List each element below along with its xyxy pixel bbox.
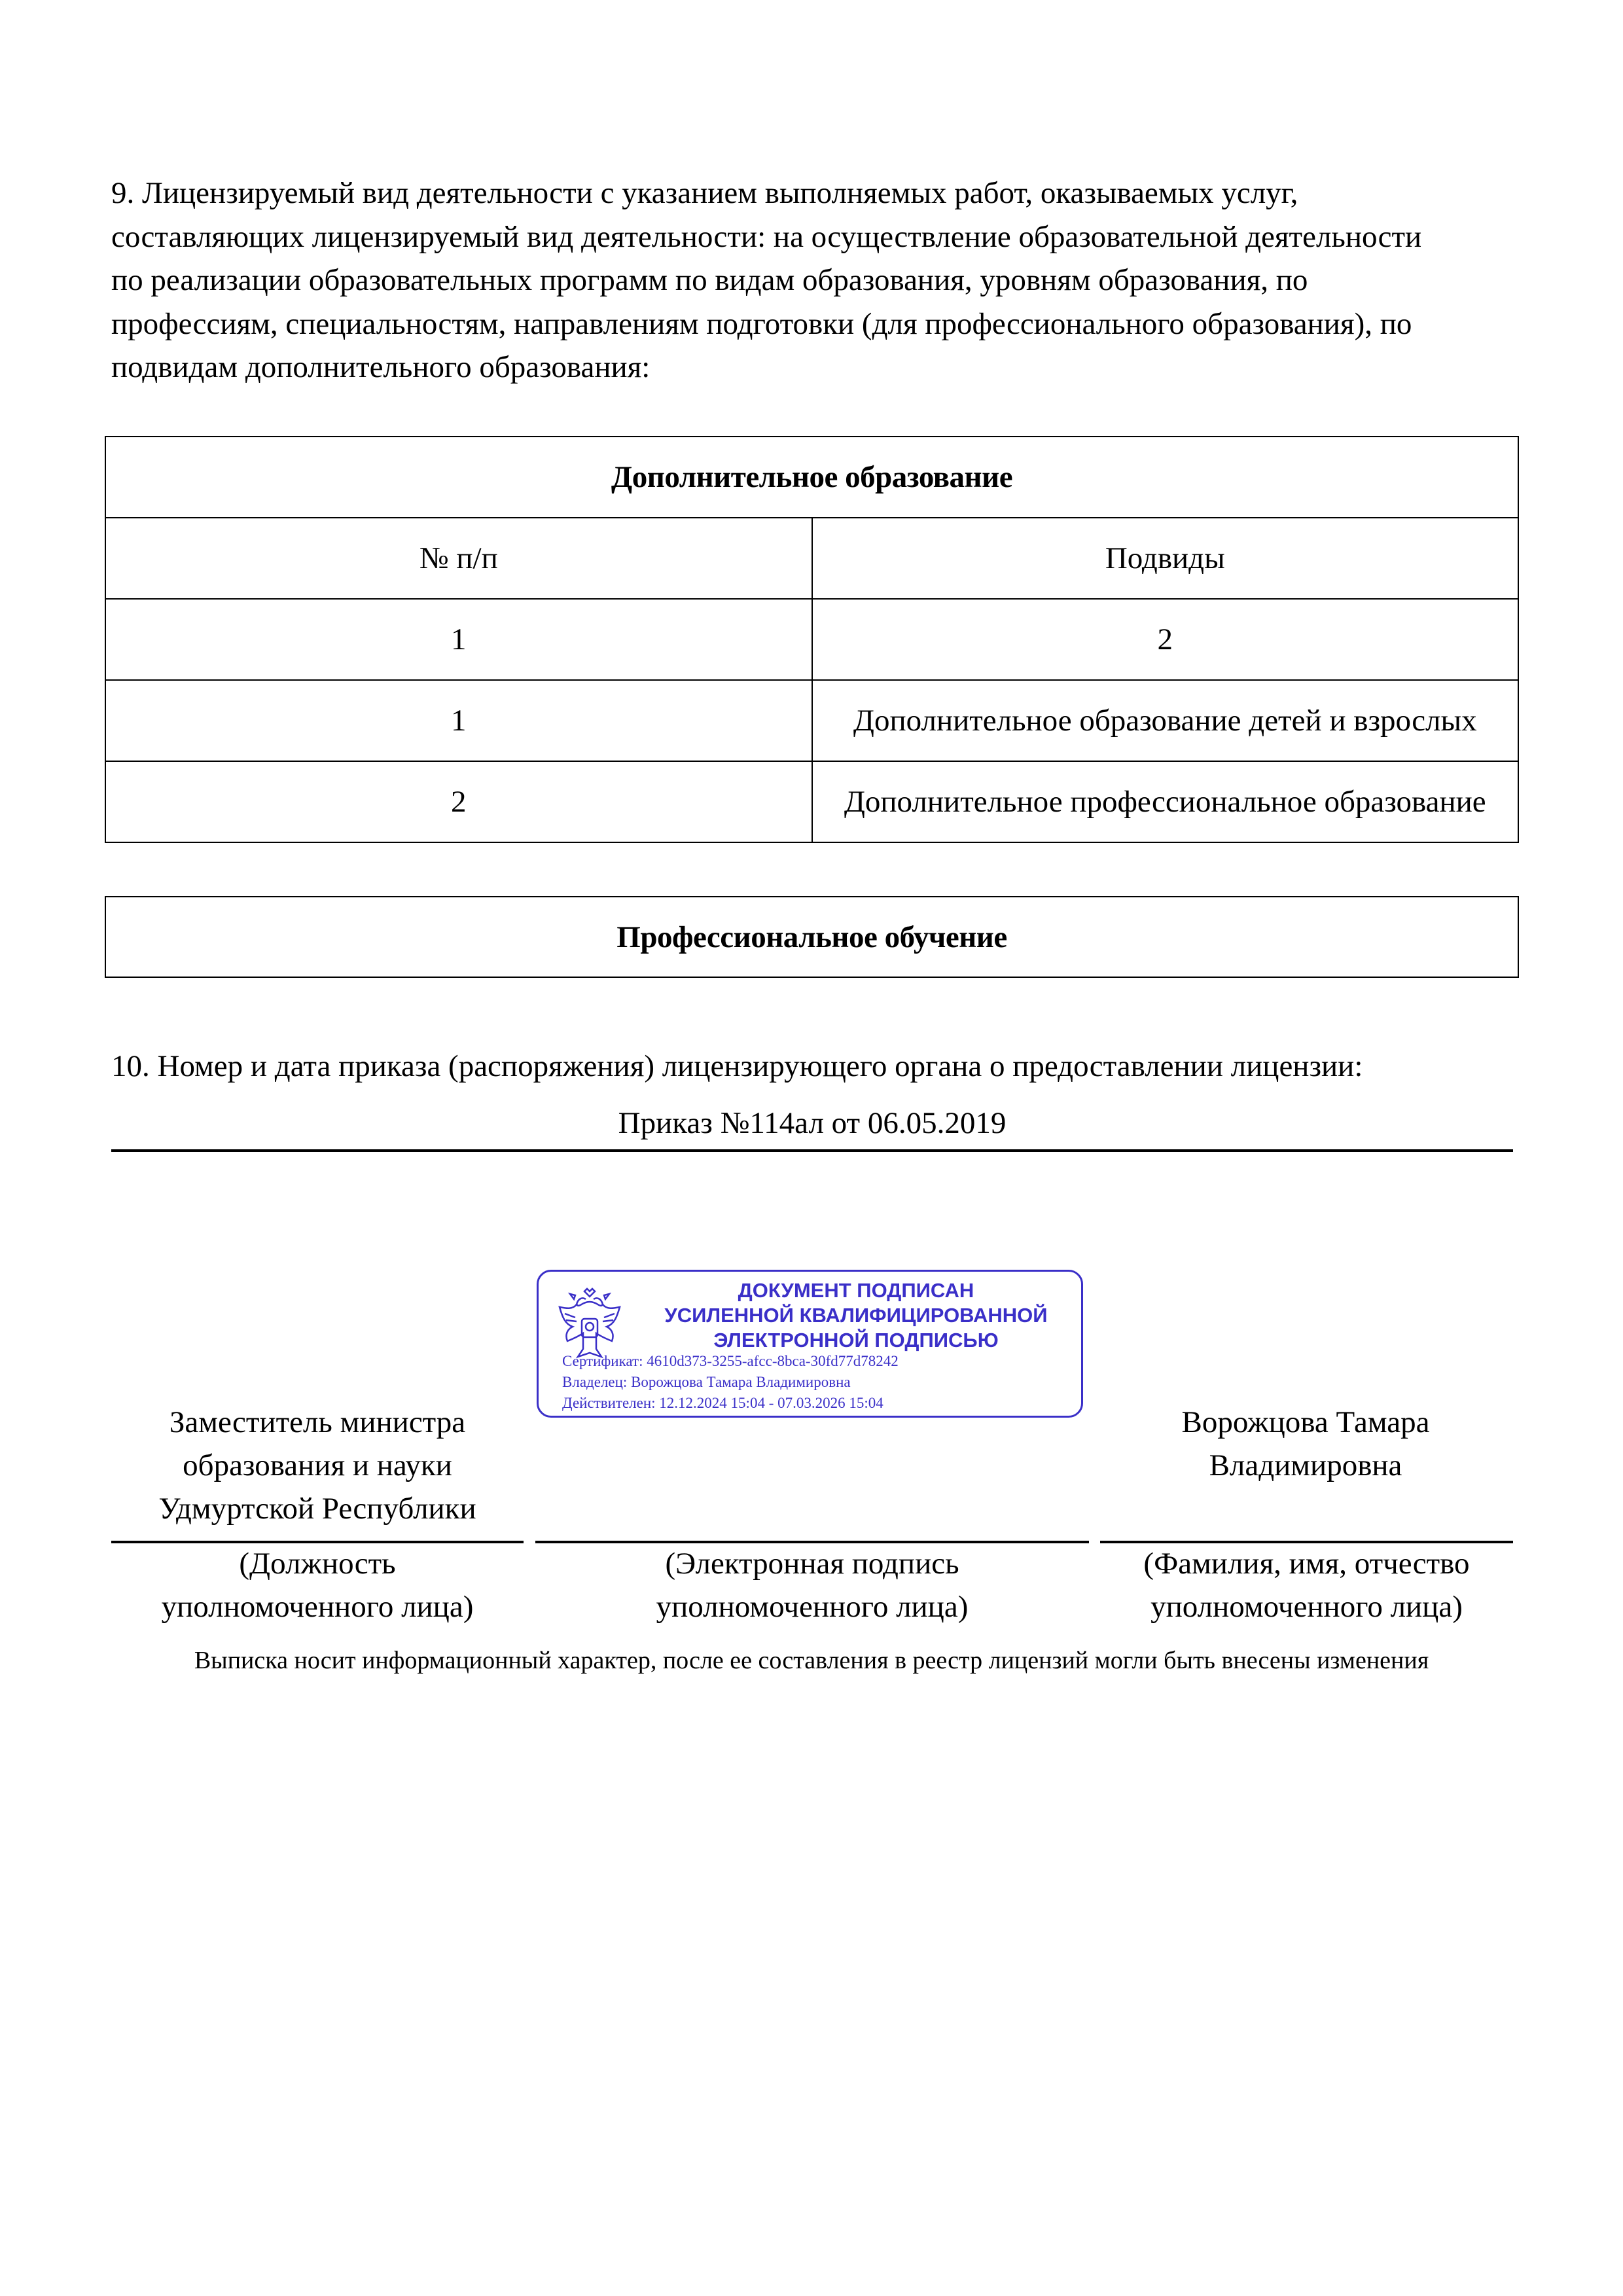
- stamp-validity: Действителен: 12.12.2024 15:04 - 07.03.2026 15:04: [562, 1395, 883, 1411]
- signer-position-line: Заместитель министра: [169, 1405, 466, 1439]
- russian-coat-of-arms-icon: [550, 1285, 629, 1363]
- caption-line: уполномоченного лица): [656, 1590, 969, 1624]
- row-number: 2: [105, 761, 812, 842]
- signer-name-line: Ворожцова Тамара: [1181, 1405, 1430, 1439]
- section-9-text: [111, 171, 1518, 389]
- signer-position-line: образования и науки: [183, 1448, 452, 1482]
- signer-position-line: Удмуртской Республики: [158, 1492, 476, 1526]
- row-number: 1: [105, 680, 812, 761]
- row-subtype: Дополнительное профессиональное образование: [812, 761, 1519, 842]
- table-title-row: [105, 897, 1518, 977]
- column-header-number: № п/п: [105, 518, 812, 599]
- signer-name-line: Владимировна: [1209, 1448, 1402, 1482]
- stamp-certificate: Сертификат: 4610d373-3255-afcc-8bca-30fd77d78242: [562, 1353, 899, 1369]
- table-cell: 2: [812, 599, 1519, 680]
- table-row: [105, 761, 1518, 842]
- column-header-subtypes: Подвиды: [812, 518, 1519, 599]
- table-title: Дополнительное образование: [105, 437, 1518, 518]
- stamp-title-line: УСИЛЕННОЙ КВАЛИФИЦИРОВАННОЙ: [664, 1304, 1048, 1327]
- stamp-owner: Владелец: Ворожцова Тамара Владимировна: [562, 1374, 851, 1390]
- table-title: Профессиональное обучение: [105, 897, 1518, 977]
- stamp-title-line: ЭЛЕКТРОННОЙ ПОДПИСЬЮ: [713, 1329, 999, 1352]
- professional-training-table: [105, 896, 1519, 978]
- section-9-line: по реализации образовательных программ по видам образования, уровням образования, по: [111, 263, 1308, 297]
- section-9-line: 9. Лицензируемый вид деятельности с указанием выполняемых работ, оказываемых услуг,: [111, 176, 1298, 210]
- caption-line: (Фамилия, имя, отчество: [1143, 1547, 1470, 1581]
- section-9-line: подвидам дополнительного образования:: [111, 350, 651, 384]
- caption-line: (Электронная подпись: [665, 1547, 959, 1581]
- order-number: Приказ №114ал от 06.05.2019: [111, 1105, 1513, 1152]
- table-header-row: [105, 518, 1518, 599]
- footer-note: Выписка носит информационный характер, после ее составления в реестр лицензий могли быть внесены изменения: [194, 1647, 1429, 1674]
- caption-signature: [535, 1542, 1089, 1628]
- electronic-signature-stamp: [537, 1270, 1083, 1418]
- caption-line: уполномоченного лица): [1150, 1590, 1463, 1624]
- caption-name: [1100, 1542, 1513, 1628]
- table-index-row: [105, 599, 1518, 680]
- section-10-text: 10. Номер и дата приказа (распоряжения) лицензирующего органа о предоставлении лицензии:: [111, 1049, 1363, 1083]
- row-subtype: Дополнительное образование детей и взрослых: [812, 680, 1519, 761]
- section-9-line: профессиям, специальностям, направлениям подготовки (для профессионального образования), по: [111, 306, 1412, 341]
- caption-line: уполномоченного лица): [161, 1590, 474, 1624]
- table-row: [105, 680, 1518, 761]
- caption-line: (Должность: [239, 1547, 396, 1581]
- caption-position: [111, 1542, 524, 1628]
- section-9-line: составляющих лицензируемый вид деятельности: на осуществление образовательной деятельности: [111, 219, 1422, 254]
- signer-name: [1099, 1401, 1512, 1487]
- stamp-title-line: ДОКУМЕНТ ПОДПИСАН: [738, 1279, 974, 1302]
- additional-education-table: [105, 436, 1519, 843]
- table-title-row: [105, 437, 1518, 518]
- signer-position: [111, 1401, 524, 1530]
- table-cell: 1: [105, 599, 812, 680]
